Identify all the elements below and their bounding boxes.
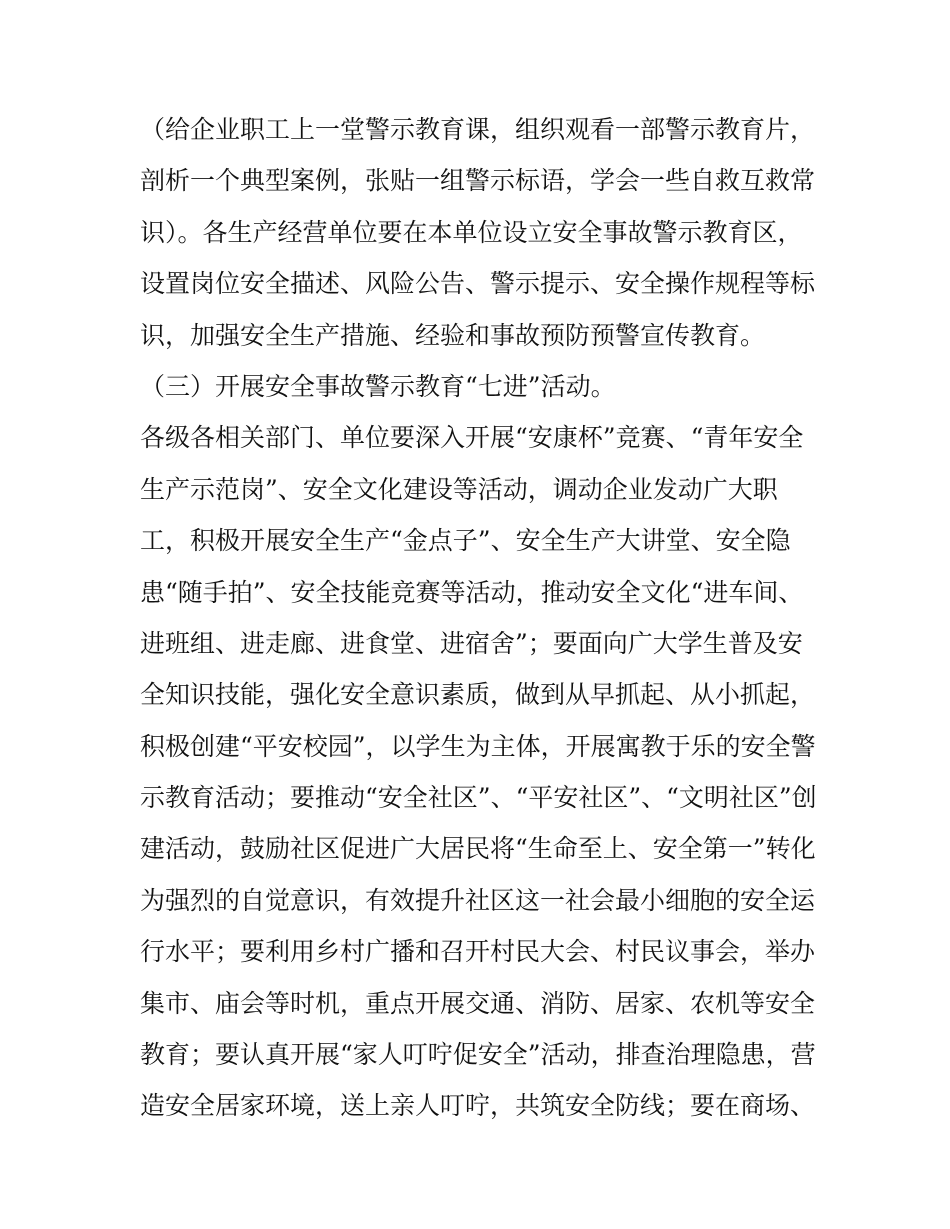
text-line: 为强烈的自觉意识，有效提升社区这一社会最小细胞的安全运 — [140, 885, 816, 915]
body-text — [140, 104, 840, 1132]
text-line: 各级各相关部门、单位要深入开展“安康杯”竞赛、“青年安全 — [140, 423, 804, 453]
text-line: 患“随手拍”、安全技能竞赛等活动，推动安全文化“进车间、 — [140, 577, 804, 607]
text-line: 建活动，鼓励社区促进广大居民将“生命至上、安全第一”转化 — [140, 834, 816, 864]
text-line: 进班组、进走廊、进食堂、进宿舍”；要面向广大学生普及安 — [140, 628, 803, 658]
text-line: 识，加强安全生产措施、经验和事故预防预警宣传教育。 — [140, 320, 766, 350]
text-line: 示教育活动；要推动“安全社区”、“平安社区”、“文明社区”创 — [140, 783, 817, 813]
text-line: 教育；要认真开展“家人叮咛促安全”活动，排查治理隐患，营 — [140, 1040, 816, 1070]
text-line: 设置岗位安全描述、风险公告、警示提示、安全操作规程等标 — [140, 269, 816, 299]
text-line: 工，积极开展安全生产“金点子”、安全生产大讲堂、安全隐 — [140, 526, 791, 556]
text-line: 行水平；要利用乡村广播和召开村民大会、村民议事会，举办 — [140, 937, 816, 967]
text-line: 全知识技能，强化安全意识素质，做到从早抓起、从小抓起， — [140, 680, 816, 710]
text-line: 造安全居家环境，送上亲人叮咛，共筑安全防线；要在商场、 — [140, 1091, 816, 1121]
text-line: 生产示范岗”、安全文化建设等活动，调动企业发动广大职 — [140, 474, 778, 504]
text-line: （给企业职工上一堂警示教育课，组织观看一部警示教育片， — [140, 115, 816, 144]
text-line: 剖析一个典型案例，张贴一组警示标语，学会一些自救互救常 — [140, 166, 816, 196]
text-line: 积极创建“平安校园”，以学生为主体，开展寓教于乐的安全警 — [140, 731, 816, 761]
section-heading: （三）开展安全事故警示教育“七进”活动。 — [140, 371, 616, 401]
text-line: 识）。各生产经营单位要在本单位设立安全事故警示教育区， — [140, 217, 803, 247]
text-line: 集市、庙会等时机，重点开展交通、消防、居家、农机等安全 — [140, 988, 816, 1018]
